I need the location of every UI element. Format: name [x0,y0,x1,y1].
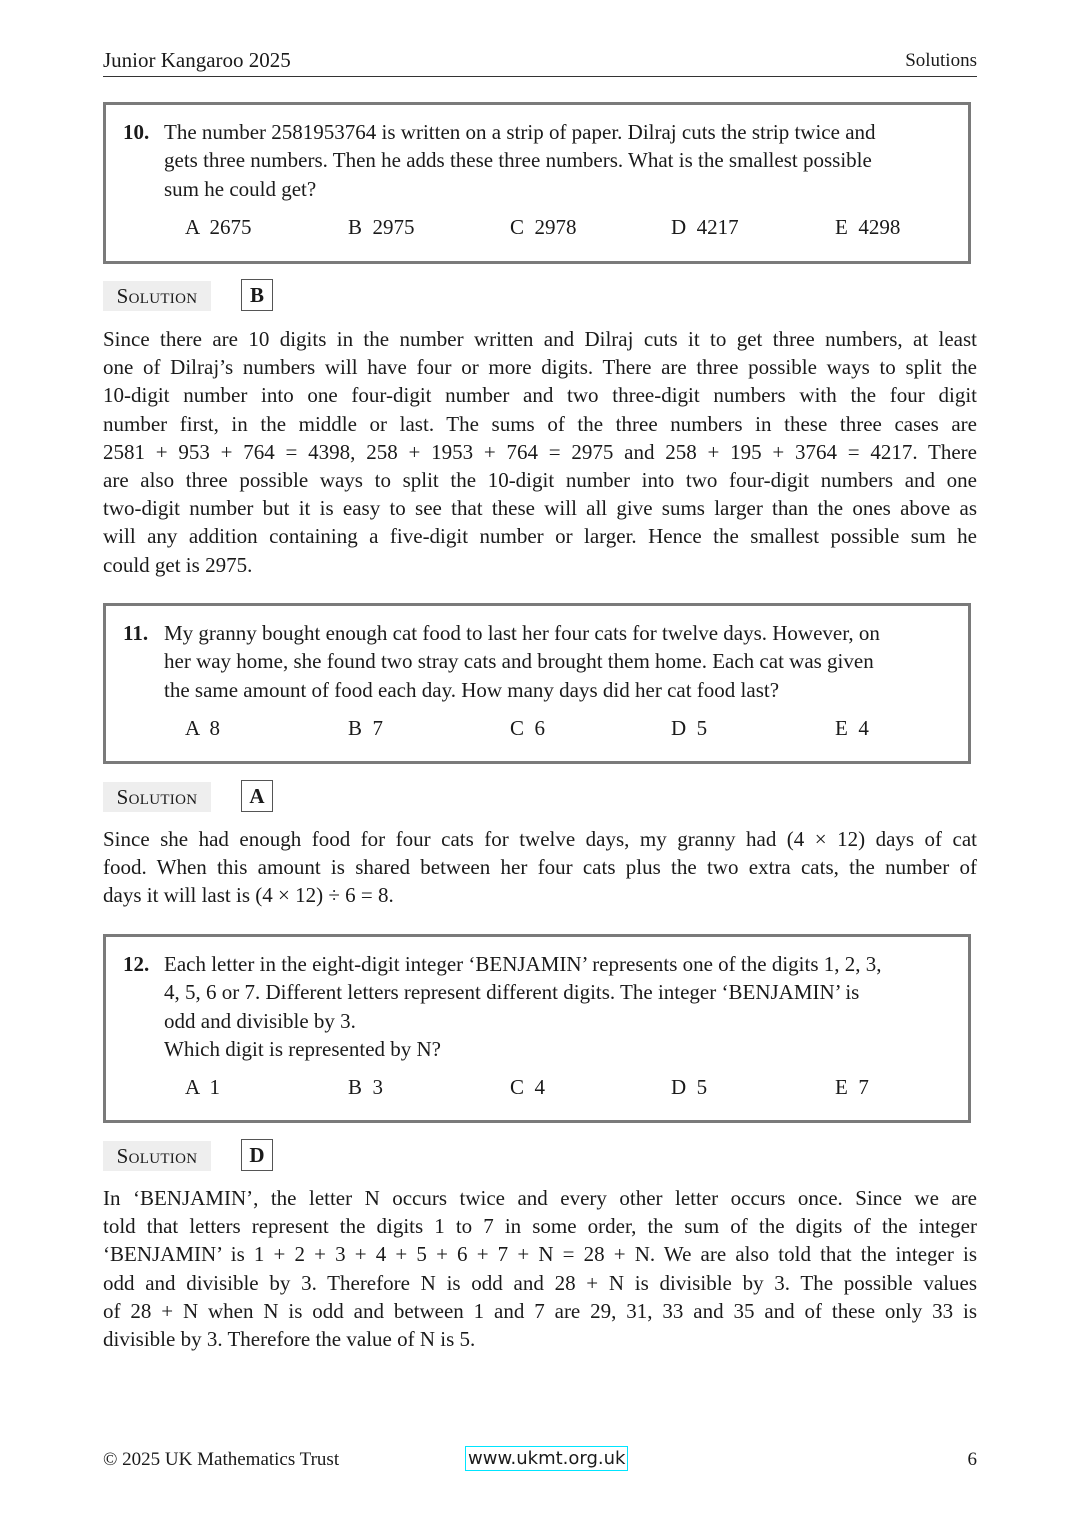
solution-answer-badge: D [241,1139,273,1171]
answer-choices [164,1073,952,1103]
choice-a: A 8 [185,715,221,740]
choice-b: B 3 [348,1075,384,1100]
solution-line: days it will last is (4 × 12) ÷ 6 = 8. [103,883,394,908]
solution-label: Solution [103,281,211,311]
question-text-line: Which digit is represented by N? [164,1036,441,1061]
solution-line: of 28 + N when N is odd and between 1 and 7 are 29, 31, 33 and 35 and of these only 33 is [103,1298,977,1323]
solution-answer-badge: A [241,780,273,812]
question-text-line: the same amount of food each day. How many days did her cat food last? [164,677,780,702]
solution-text-10 [103,325,977,579]
question-box-12 [103,934,971,1123]
solution-line: will any addition containing a five-digit number or larger. Hence the smallest possible sum he [103,524,977,549]
question-text-line: odd and divisible by 3. [164,1008,356,1033]
question-text-line: The number 2581953764 is written on a strip of paper. Dilraj cuts the strip twice and [164,120,876,144]
solution-line: could get is 2975. [103,552,253,577]
website-link[interactable]: www.ukmt.org.uk [465,1446,628,1471]
page-header [103,46,977,77]
solution-line: are also three possible ways to split the 10-digit number into two four-digit numbers and one [103,468,977,493]
choice-a: A 1 [185,1075,221,1100]
choice-d: D 4217 [671,214,739,239]
solution-answer-badge: B [241,279,273,311]
solution-text-12 [103,1184,977,1353]
choice-e: E 7 [835,1075,869,1100]
solution-line: ‘BENJAMIN’ is 1 + 2 + 3 + 4 + 5 + 6 + 7 + N = 28 + N. We are also told that the integer is [103,1242,977,1267]
solution-line: two-digit number but it is easy to see that these will all give sums larger than the ones above as [103,496,977,521]
solution-line: Since there are 10 digits in the number written and Dilraj cuts it to get three numbers, at least [103,327,977,351]
question-number: 11. [123,621,149,645]
question-box-11 [103,603,971,764]
solution-line: 2581 + 953 + 764 = 4398, 258 + 1953 + 764 = 2975 and 258 + 195 + 3764 = 4217. There [103,439,977,464]
choice-e: E 4298 [835,214,901,239]
page-number: 6 [967,1449,977,1470]
copyright-text: © 2025 UK Mathematics Trust [103,1449,340,1470]
question-number: 10. [123,120,150,144]
choice-a: A 2675 [185,214,252,239]
solution-line: Since she had enough food for four cats for twelve days, my granny had (4 × 12) days of cat [103,827,977,851]
choice-b: B 2975 [348,214,415,239]
question-box-10 [103,102,971,264]
solution-label: Solution [103,782,211,812]
answer-choices [164,213,952,243]
choice-e: E 4 [835,715,869,740]
solution-line: one of Dilraj’s numbers will have four or more digits. There are three possible ways to split the [103,355,977,380]
choice-d: D 5 [671,1075,708,1100]
solution-text-11 [103,825,977,910]
question-number: 12. [123,952,150,976]
question-text-line: 4, 5, 6 or 7. Different letters represent different digits. The integer ‘BENJAMIN’ is [164,980,860,1005]
solution-line: told that letters represent the digits 1 to 7 in some order, the sum of the digits of the integer [103,1214,977,1239]
answer-choices [164,714,952,744]
solution-line: odd and divisible by 3. Therefore N is odd and 28 + N is divisible by 3. The possible values [103,1270,977,1295]
choice-c: C 6 [510,715,546,740]
question-text-line: her way home, she found two stray cats and brought them home. Each cat was given [164,649,874,674]
solution-line: 10-digit number into one four-digit number and two three-digit numbers with the four digit [103,383,977,408]
choice-b: B 7 [348,715,384,740]
question-text-line: sum he could get? [164,176,317,201]
solution-label: Solution [103,1141,211,1171]
solution-line: food. When this amount is shared between her four cats plus the two extra cats, the number of [103,855,977,880]
choice-c: C 2978 [510,214,577,239]
header-section: Solutions [905,50,977,71]
header-title: Junior Kangaroo 2025 [103,48,291,72]
choice-d: D 5 [671,715,708,740]
solution-line: number first, in the middle or last. The sums of the three numbers in these three cases are [103,411,977,436]
page-footer [103,1446,977,1474]
question-text-line: gets three numbers. Then he adds these three numbers. What is the smallest possible [164,148,872,173]
question-text-line: Each letter in the eight-digit integer ‘BENJAMIN’ represents one of the digits 1, 2, 3, [164,952,882,976]
solution-line: divisible by 3. Therefore the value of N is 5. [103,1327,476,1352]
solution-line: In ‘BENJAMIN’, the letter N occurs twice and every other letter occurs once. Since we are [103,1186,977,1210]
choice-c: C 4 [510,1075,546,1100]
question-text-line: My granny bought enough cat food to last her four cats for twelve days. However, on [164,621,880,645]
